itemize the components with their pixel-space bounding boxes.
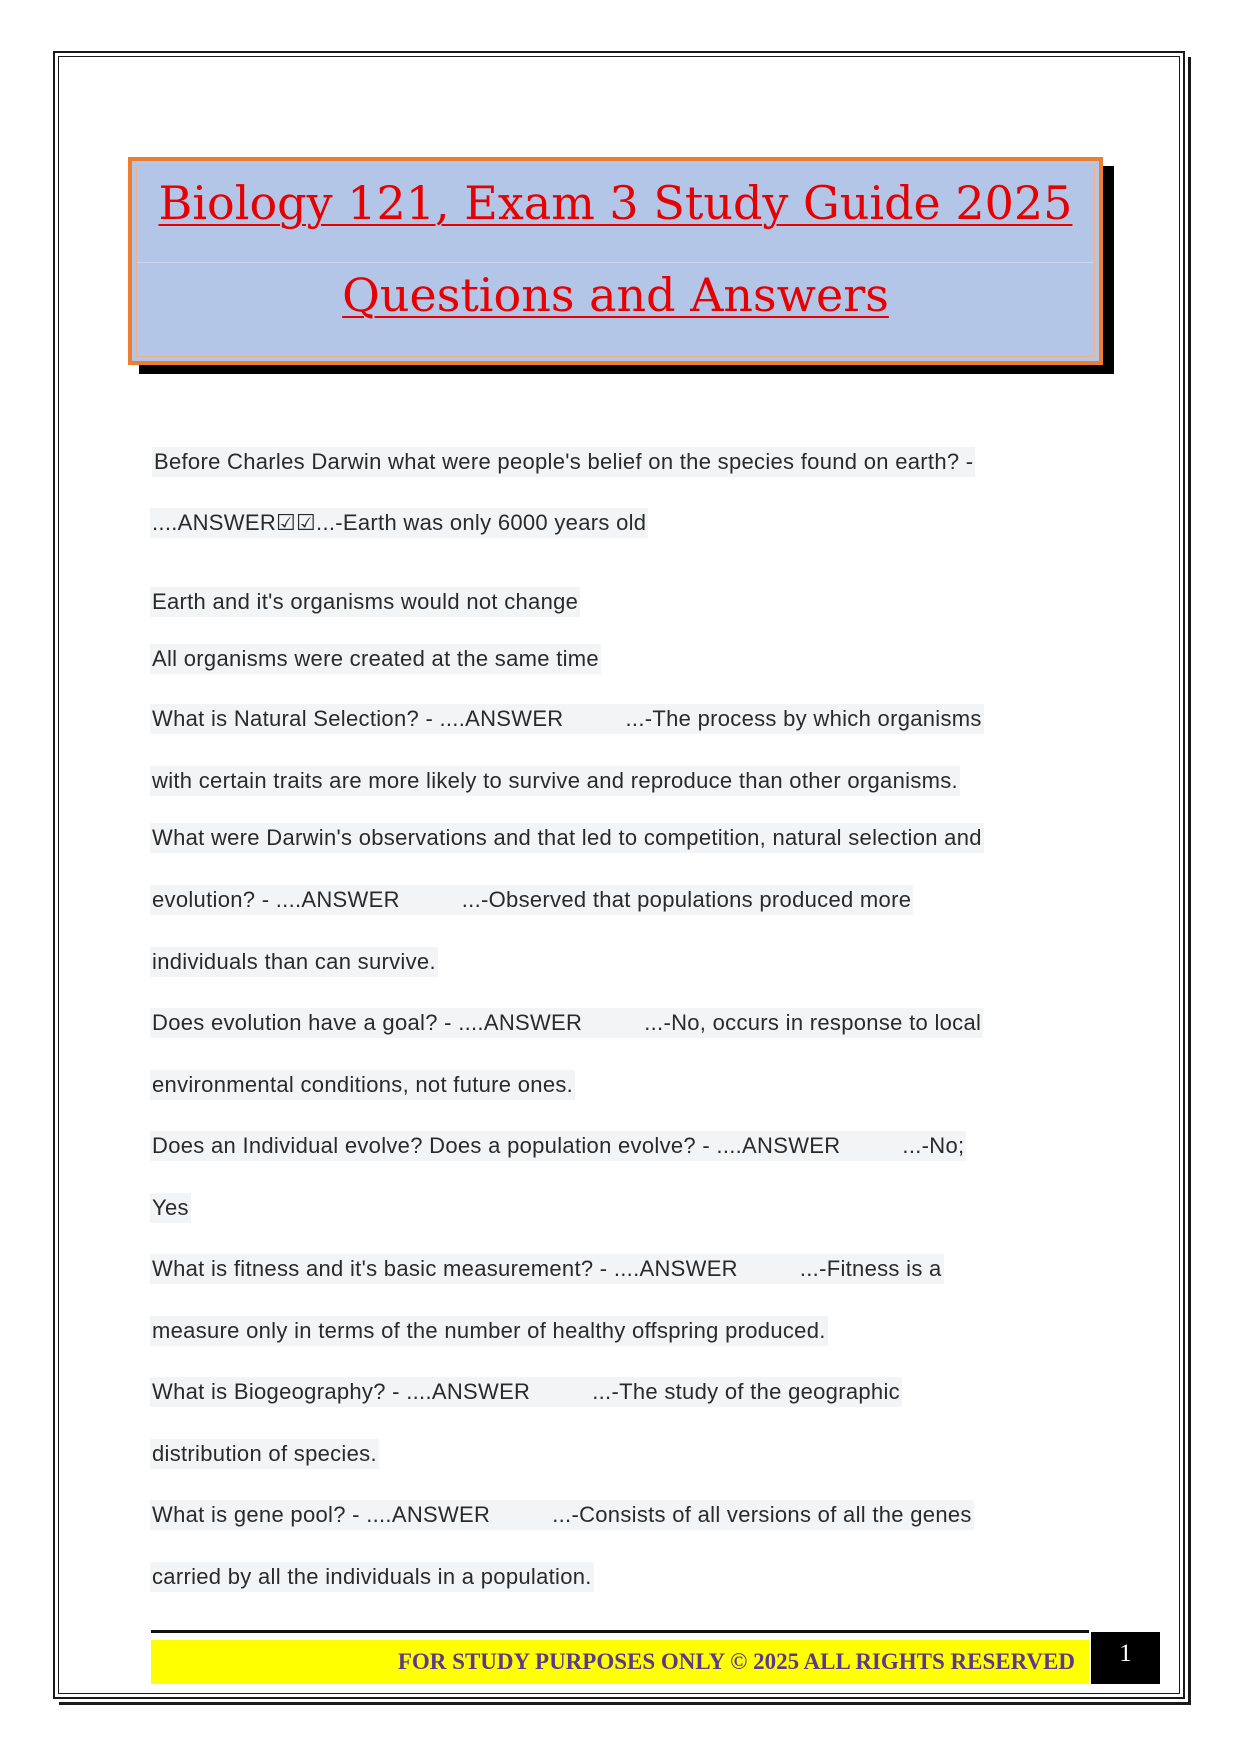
answer-7-line-2: distribution of species. [150, 1439, 379, 1469]
question-4-text: Does evolution have a goal? - ....ANSWER [152, 1010, 583, 1035]
answer-7-text: ...-The study of the geographic [592, 1379, 900, 1404]
answer-3-text: ...-Observed that populations produced more [461, 887, 912, 912]
question-3-text: evolution? - ....ANSWER [152, 887, 400, 912]
answer-6-line-2: measure only in terms of the number of healthy offspring produced. [150, 1316, 828, 1346]
question-3-line: What were Darwin's observations and that led to competition, natural selection and [150, 823, 984, 853]
question-3-line-2 [150, 885, 913, 915]
answer-4-line-2: environmental conditions, not future ones. [150, 1070, 575, 1100]
title-divider [136, 262, 1095, 263]
answer-5-text: ...-No; [902, 1133, 965, 1158]
footer-band [151, 1640, 1089, 1684]
answer-1-line-3: All organisms were created at the same time [150, 644, 601, 674]
page-number: 1 [1091, 1632, 1160, 1684]
answer-5-line-2: Yes [150, 1193, 191, 1223]
question-5-text: Does an Individual evolve? Does a population evolve? - ....ANSWER [152, 1133, 841, 1158]
question-8-line [150, 1500, 974, 1530]
question-8-text: What is gene pool? - ....ANSWER [152, 1502, 491, 1527]
answer-2-line-2: with certain traits are more likely to survive and reproduce than other organisms. [150, 766, 960, 796]
answer-4-text: ...-No, occurs in response to local [644, 1010, 982, 1035]
answer-6-text: ...-Fitness is a [799, 1256, 942, 1281]
footer-rule [151, 1630, 1089, 1633]
question-2-line [150, 704, 984, 734]
document-title: Biology 121, Exam 3 Study Guide 2025 [158, 176, 1073, 230]
footer-copyright: FOR STUDY PURPOSES ONLY © 2025 ALL RIGHTS RESERVED [397, 1649, 1075, 1674]
question-6-text: What is fitness and it's basic measurement? - ....ANSWER [152, 1256, 738, 1281]
question-5-line [150, 1131, 966, 1161]
document-subtitle: Questions and Answers [342, 268, 889, 322]
question-2-text: What is Natural Selection? - ....ANSWER [152, 706, 564, 731]
answer-8-text: ...-Consists of all versions of all the genes [552, 1502, 972, 1527]
question-7-text: What is Biogeography? - ....ANSWER [152, 1379, 531, 1404]
answer-3-line-2: individuals than can survive. [150, 947, 438, 977]
answer-1-line: ....ANSWER☑☑...-Earth was only 6000 years old [150, 508, 648, 538]
title-box [128, 157, 1103, 365]
answer-1-line-2: Earth and it's organisms would not change [150, 587, 580, 617]
question-6-line [150, 1254, 944, 1284]
answer-8-line-2: carried by all the individuals in a population. [150, 1562, 594, 1592]
question-7-line [150, 1377, 902, 1407]
answer-2-text: ...-The process by which organisms [625, 706, 982, 731]
question-4-line [150, 1008, 983, 1038]
question-1-line: Before Charles Darwin what were people's belief on the species found on earth? - [152, 447, 975, 477]
